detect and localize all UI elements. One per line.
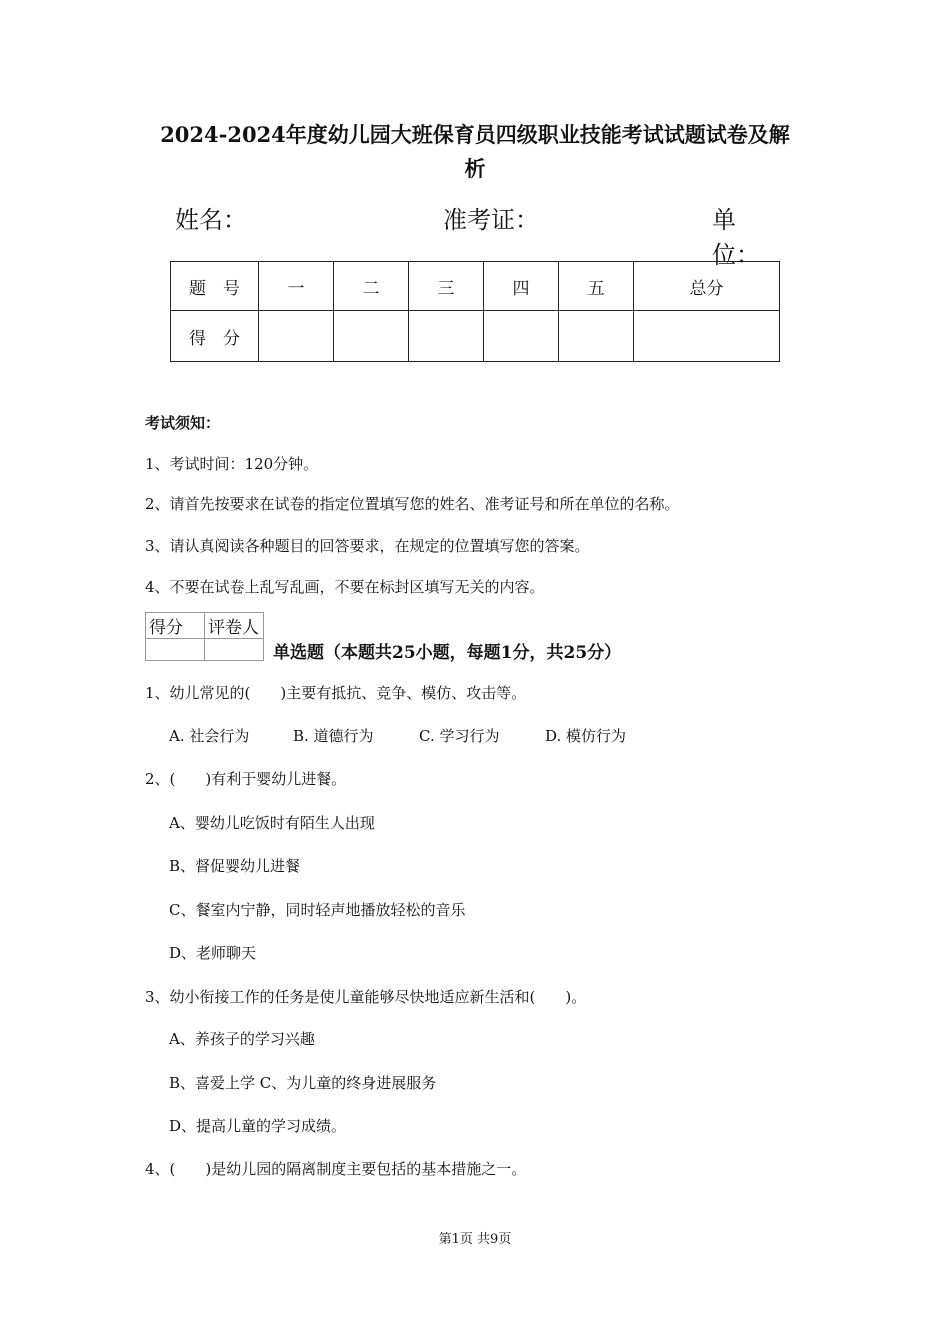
- score-header-cell: 总分: [634, 262, 780, 311]
- notice-title: 考试须知：: [145, 414, 221, 432]
- question-stem: 4、( )是幼儿园的隔离制度主要包括的基本措施之一。: [145, 1160, 527, 1178]
- notice-item: 3、请认真阅读各种题目的回答要求，在规定的位置填写您的答案。: [145, 537, 590, 555]
- option-a[interactable]: A. 社会行为: [169, 727, 250, 745]
- notice-item: 1、考试时间：120分钟。: [145, 455, 319, 473]
- grader-score-cell[interactable]: [146, 639, 205, 661]
- score-header-cell: 四: [484, 262, 559, 311]
- page-footer: 第1页 共9页: [438, 1232, 512, 1247]
- grader-reviewer-label: 评卷人: [205, 613, 264, 639]
- score-cell[interactable]: [259, 311, 334, 362]
- title-line-1: 2024-2024年度幼儿园大班保育员四级职业技能考试试题试卷及解: [160, 122, 790, 147]
- grader-score-label: 得分: [146, 613, 205, 639]
- score-table-score-row: [171, 311, 780, 362]
- title-line-2: 析: [464, 156, 486, 181]
- score-cell[interactable]: [484, 311, 559, 362]
- notice-item: 4、不要在试卷上乱写乱画，不要在标封区填写无关的内容。: [145, 578, 545, 596]
- score-row-label: 得 分: [171, 311, 259, 362]
- grader-reviewer-cell[interactable]: [205, 639, 264, 661]
- document-title: [140, 118, 810, 186]
- option-a[interactable]: A、婴幼儿吃饭时有陌生人出现: [169, 814, 375, 832]
- option-c[interactable]: C、餐室内宁静，同时轻声地播放轻松的音乐: [169, 901, 466, 919]
- option-c[interactable]: C. 学习行为: [419, 727, 500, 745]
- notice-item: 2、请首先按要求在试卷的指定位置填写您的姓名、准考证号和所在单位的名称。: [145, 495, 680, 513]
- score-cell[interactable]: [334, 311, 409, 362]
- option-b[interactable]: B、督促婴幼儿进餐: [169, 857, 301, 875]
- score-header-cell: 一: [259, 262, 334, 311]
- option-d[interactable]: D. 模仿行为: [545, 727, 627, 745]
- id-fields: [175, 200, 780, 269]
- score-cell[interactable]: [559, 311, 634, 362]
- score-header-cell: 三: [409, 262, 484, 311]
- question-stem: 2、( )有利于婴幼儿进餐。: [145, 770, 347, 788]
- question-stem: 1、幼儿常见的( )主要有抵抗、竞争、模仿、攻击等。: [145, 684, 527, 702]
- option-d[interactable]: D、提高儿童的学习成绩。: [169, 1117, 347, 1135]
- unit-label: 单位：: [712, 206, 760, 269]
- score-table-header-row: [171, 262, 780, 311]
- score-header-cell: 题 号: [171, 262, 259, 311]
- option-d[interactable]: D、老师聊天: [169, 944, 257, 962]
- score-header-cell: 五: [559, 262, 634, 311]
- option-a[interactable]: A、养孩子的学习兴趣: [169, 1030, 315, 1048]
- name-label: 姓名：: [175, 206, 247, 234]
- question-stem: 3、幼小衔接工作的任务是使儿童能够尽快地适应新生活和( )。: [145, 988, 587, 1006]
- section-title: 单选题（本题共25小题，每题1分，共25分）: [273, 643, 622, 663]
- exam-number-label: 准考证：: [443, 206, 539, 234]
- score-table: [170, 261, 780, 362]
- option-b[interactable]: B. 道德行为: [293, 727, 374, 745]
- grader-box: [145, 612, 264, 661]
- score-header-cell: 二: [334, 262, 409, 311]
- option-b[interactable]: B、喜爱上学 C、为儿童的终身进展服务: [169, 1074, 437, 1092]
- score-cell[interactable]: [409, 311, 484, 362]
- score-cell[interactable]: [634, 311, 780, 362]
